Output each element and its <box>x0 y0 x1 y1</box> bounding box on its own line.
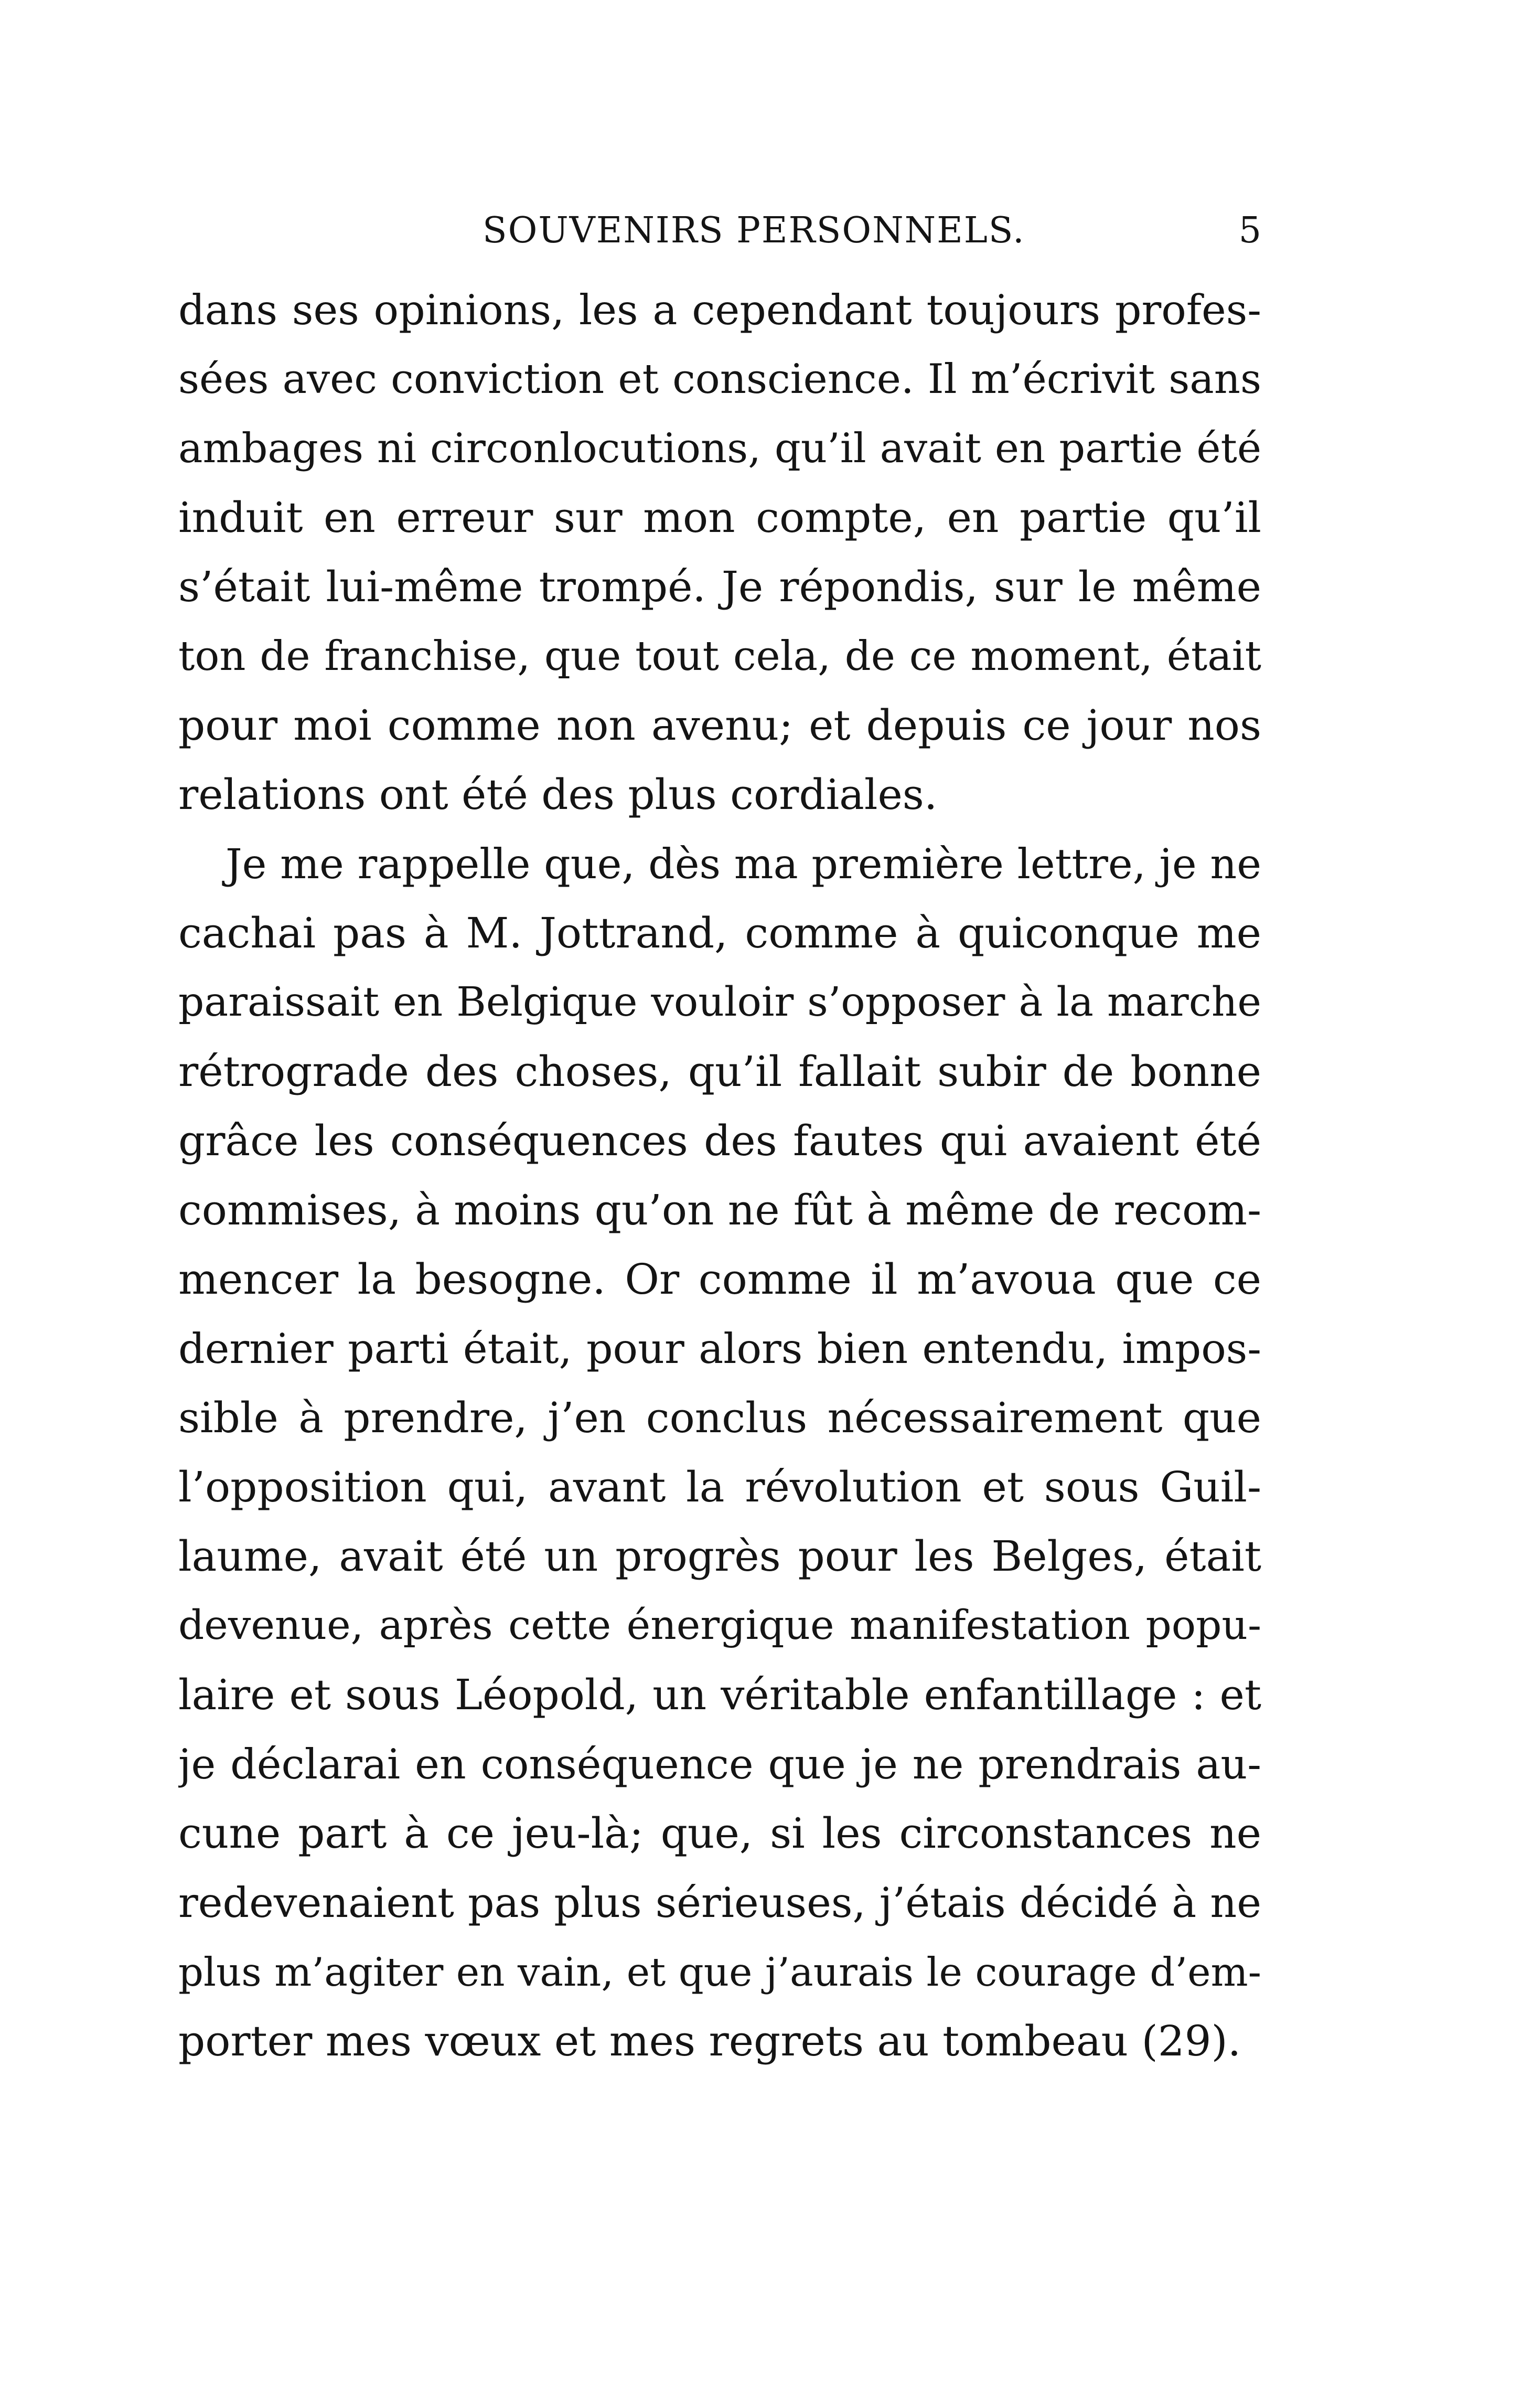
text-line: s’était lui-même trompé. Je répondis, sur le même <box>178 562 1261 611</box>
text-line: ton de franchise, que tout cela, de ce moment, était <box>178 633 1261 680</box>
text-line: laume, avait été un progrès pour les Belges, était <box>178 1532 1261 1581</box>
text-line: commises, à moins qu’on ne fût à même de recom- <box>178 1186 1261 1234</box>
text-line: rétrograde des choses, qu’il fallait subir de bonne <box>178 1047 1261 1096</box>
text-line: dans ses opinions, les a cependant toujours profes- <box>178 286 1261 334</box>
text-line: mencer la besogne. Or comme il m’avoua que ce <box>178 1255 1261 1304</box>
body-text <box>178 275 1261 2076</box>
paragraph-continuation <box>178 275 1261 829</box>
paragraph-main <box>178 829 1261 2076</box>
text-line: porter mes vœux et mes regrets au tombeau (29). <box>178 2017 1241 2065</box>
text-line: pour moi comme non avenu; et depuis ce jour nos <box>178 701 1261 750</box>
text-line: laire et sous Léopold, un véritable enfantillage : et <box>178 1670 1261 1719</box>
text-line: cune part à ce jeu-là; que, si les circonstances ne <box>178 1809 1261 1858</box>
text-line: Je me rappelle que, dès ma première lettre, je ne <box>226 840 1261 888</box>
running-title: SOUVENIRS PERSONNELS. <box>483 210 1025 251</box>
text-line: induit en erreur sur mon compte, en partie qu’il <box>178 493 1261 542</box>
running-head <box>178 207 1261 254</box>
text-line: paraissait en Belgique vouloir s’opposer à la marche <box>178 979 1261 1026</box>
text-line: redevenaient pas plus sérieuses, j’étais décidé à ne <box>178 1879 1261 1927</box>
text-line: relations ont été des plus cordiales. <box>178 770 938 819</box>
text-line: sées avec conviction et conscience. Il m’écrivit sans <box>178 356 1261 403</box>
text-line: je déclarai en conséquence que je ne prendrais au- <box>178 1740 1261 1788</box>
text-line: grâce les conséquences des fautes qui avaient été <box>178 1116 1261 1165</box>
text-line: dernier parti était, pour alors bien entendu, impos- <box>178 1325 1261 1373</box>
text-line: l’opposition qui, avant la révolution et sous Guil- <box>178 1463 1261 1511</box>
page-number: 5 <box>1238 210 1261 251</box>
text-line: devenue, après cette énergique manifestation popu- <box>178 1602 1261 1649</box>
text-line: ambages ni circonlocutions, qu’il avait en partie été <box>178 425 1261 472</box>
text-line: plus m’agiter en vain, et que j’aurais le courage d’em- <box>178 1949 1261 1995</box>
text-line: cachai pas à M. Jottrand, comme à quiconque me <box>178 909 1261 957</box>
text-line: sible à prendre, j’en conclus nécessairement que <box>178 1393 1261 1442</box>
